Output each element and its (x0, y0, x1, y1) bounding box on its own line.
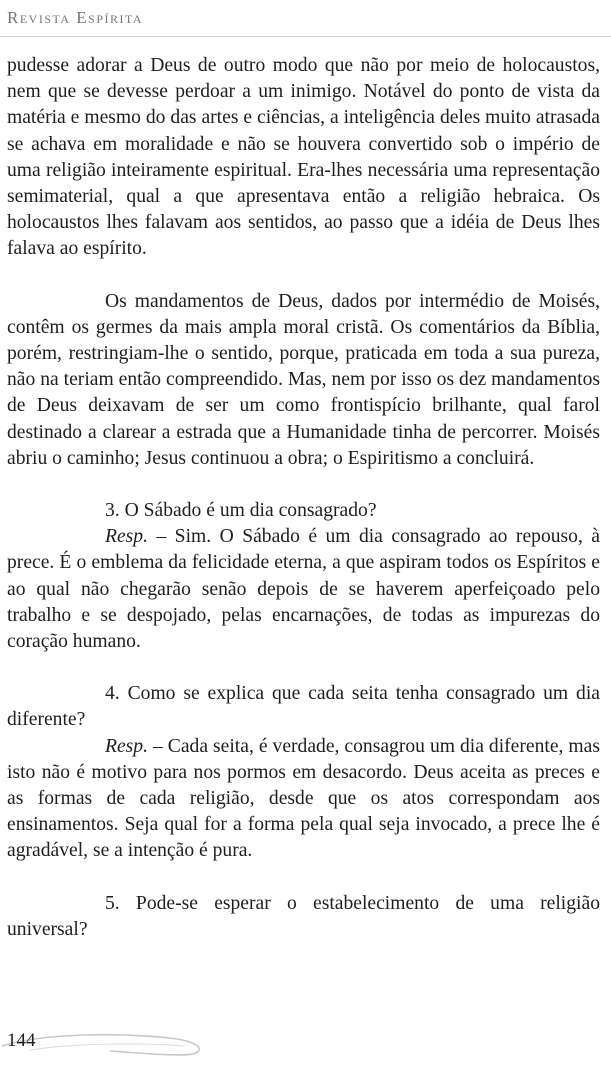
paragraph-holocaustos: pudesse adorar a Deus de outro modo que não por meio de holocaustos, nem que se devesse perdoar a um inimigo. Notável do ponto de vista da matéria e mesmo do das artes e ciências, a inteligência deles muito atrasada se achava em moralidade e não se houvera convertido sob o império de uma religião inteiramente espiritual. Era-lhes necessária uma representação semimaterial, qual a que apresentava então a religião hebraica. Os holocaustos lhes falavam aos sentidos, ao passo que a idéia de Deus lhes falava ao espírito. (7, 55, 600, 260)
header-divider (0, 36, 611, 37)
running-header: Revista Espírita (7, 8, 144, 27)
answer-3 (7, 524, 600, 655)
question-5: 5. Pode-se esperar o estabelecimento de uma religião universal? (7, 892, 600, 940)
answer-3-text: – Sim. O Sábado é um dia consagrado ao repouso, à prece. É o emblema da felicidade eterna, a que aspiram todos os Espíritos e ao qual não chegarão senão depois de se haverem aperfeiçoado pelo trabalho e se despojado, pelas encarnações, de todas as impurezas do coração humano. (7, 526, 600, 653)
question-3: 3. O Sábado é um dia consagrado? (105, 500, 377, 522)
page-body (7, 53, 600, 943)
resp-label: Resp. (105, 526, 148, 548)
answer-4 (7, 734, 600, 865)
answer-4-text: – Cada seita, é verdade, consagrou um dia diferente, mas isto não é motivo para nos pormos em desacordo. Deus aceita as preces e as formas de cada religião, desde que os atos correspondam aos ensinamentos. Seja qual for a forma pela qual seja invocado, a prece lhe é agradável, se a intenção é pura. (7, 735, 600, 862)
page-number: 144 (7, 1030, 36, 1051)
resp-label: Resp. (105, 735, 148, 757)
paragraph-mandamentos: Os mandamentos de Deus, dados por intermédio de Moisés, contêm os germes da mais ampla moral cristã. Os comentários da Bíblia, porém, restringiam-lhe o sentido, porque, praticada em toda a sua pureza, não na teriam então compreendido. Mas, nem por isso os dez mandamentos de Deus deixavam de ser um como frontispício brilhante, qual farol destinado a clarear a estrada que a Humanidade tinha de percorrer. Moisés abriu o caminho; Jesus continuou a obra; o Espiritismo a concluirá. (7, 290, 600, 469)
question-4: 4. Como se explica que cada seita tenha consagrado um dia diferente? (7, 683, 600, 731)
